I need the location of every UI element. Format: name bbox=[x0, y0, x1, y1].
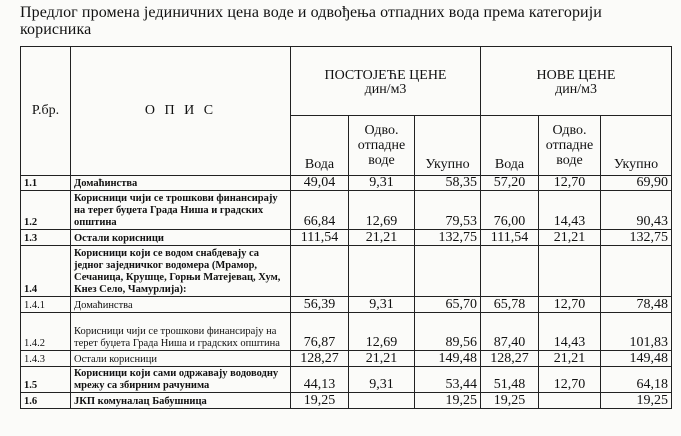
table-row bbox=[21, 367, 672, 393]
new-voda: 19,25 bbox=[481, 393, 539, 409]
new-voda: 51,48 bbox=[481, 367, 539, 393]
existing-ukupno: 65,70 bbox=[415, 297, 481, 313]
header-ukupno-1: Укупно bbox=[415, 116, 481, 176]
new-voda: 87,40 bbox=[481, 313, 539, 351]
row-number: 1.4.2 bbox=[21, 313, 71, 351]
new-ukupno: 101,83 bbox=[601, 313, 672, 351]
new-odvod: 12,70 bbox=[539, 367, 601, 393]
existing-odvod: 21,21 bbox=[349, 230, 415, 246]
header-voda-1: Вода bbox=[291, 116, 349, 176]
existing-voda: 44,13 bbox=[291, 367, 349, 393]
existing-voda: 19,25 bbox=[291, 393, 349, 409]
new-ukupno: 90,43 bbox=[601, 191, 672, 230]
new-odvod: 14,43 bbox=[539, 313, 601, 351]
existing-odvod: 9,31 bbox=[349, 367, 415, 393]
existing-voda: 66,84 bbox=[291, 191, 349, 230]
new-odvod bbox=[539, 246, 601, 297]
header-ukupno-2: Укупно bbox=[601, 116, 672, 176]
header-odvod-2: Одво. отпадне воде bbox=[539, 116, 601, 176]
row-number: 1.4.1 bbox=[21, 297, 71, 313]
new-ukupno: 19,25 bbox=[601, 393, 672, 409]
table-row bbox=[21, 393, 672, 409]
header-voda-2: Вода bbox=[481, 116, 539, 176]
existing-odvod bbox=[349, 246, 415, 297]
header-existing-unit: дин/м3 bbox=[364, 82, 407, 97]
existing-ukupno: 19,25 bbox=[415, 393, 481, 409]
new-ukupno: 78,48 bbox=[601, 297, 672, 313]
existing-odvod: 21,21 bbox=[349, 351, 415, 367]
page-title: Предлог промена јединичних цена воде и одвођења отпадних вода према категорији корисника bbox=[20, 4, 602, 38]
existing-ukupno: 89,56 bbox=[415, 313, 481, 351]
row-description: Остали корисници bbox=[71, 230, 291, 246]
header-opis: О П И С bbox=[71, 47, 291, 176]
header-rbr: Р.бр. bbox=[21, 47, 71, 176]
new-odvod bbox=[539, 393, 601, 409]
existing-odvod: 12,69 bbox=[349, 313, 415, 351]
new-odvod: 21,21 bbox=[539, 351, 601, 367]
existing-ukupno: 149,48 bbox=[415, 351, 481, 367]
new-odvod: 12,70 bbox=[539, 176, 601, 191]
row-description: Домаћинства bbox=[71, 297, 291, 313]
new-odvod: 12,70 bbox=[539, 297, 601, 313]
price-table bbox=[20, 46, 672, 409]
new-ukupno bbox=[601, 246, 672, 297]
existing-voda bbox=[291, 246, 349, 297]
row-description: Домаћинства bbox=[71, 176, 291, 191]
new-voda: 65,78 bbox=[481, 297, 539, 313]
existing-voda: 128,27 bbox=[291, 351, 349, 367]
header-existing-label: ПОСТОЈЕЋЕ ЦЕНЕ bbox=[324, 68, 447, 83]
header-new-unit: дин/м3 bbox=[555, 82, 597, 97]
row-number: 1.6 bbox=[21, 393, 71, 409]
row-description: ЈКП комуналац Бабушница bbox=[71, 393, 291, 409]
table-row bbox=[21, 297, 672, 313]
new-odvod: 14,43 bbox=[539, 191, 601, 230]
row-number: 1.3 bbox=[21, 230, 71, 246]
table-row bbox=[21, 313, 672, 351]
header-new-label: НОВЕ ЦЕНЕ bbox=[536, 68, 616, 83]
row-number: 1.2 bbox=[21, 191, 71, 230]
existing-odvod: 9,31 bbox=[349, 297, 415, 313]
table-row bbox=[21, 191, 672, 230]
row-description: Корисници чији се трошкови финансирају на терет буџета Града Ниша и градских општина bbox=[71, 191, 291, 230]
row-description: Остали корисници bbox=[71, 351, 291, 367]
existing-odvod bbox=[349, 393, 415, 409]
existing-odvod: 9,31 bbox=[349, 176, 415, 191]
existing-voda: 76,87 bbox=[291, 313, 349, 351]
existing-voda: 49,04 bbox=[291, 176, 349, 191]
row-number: 1.1 bbox=[21, 176, 71, 191]
existing-voda: 111,54 bbox=[291, 230, 349, 246]
existing-ukupno bbox=[415, 246, 481, 297]
new-odvod: 21,21 bbox=[539, 230, 601, 246]
header-odvod-1: Одво. отпадне воде bbox=[349, 116, 415, 176]
existing-ukupno: 132,75 bbox=[415, 230, 481, 246]
existing-ukupno: 79,53 bbox=[415, 191, 481, 230]
row-number: 1.5 bbox=[21, 367, 71, 393]
table-row bbox=[21, 246, 672, 297]
new-ukupno: 132,75 bbox=[601, 230, 672, 246]
row-description: Корисници који се водом снабдевају са једног заједничког водомера (Мрамор, Сечаница, Крушце, Горњи Матејевац, Хум, Кнез Село, Чамурлија): bbox=[71, 246, 291, 297]
existing-ukupno: 53,44 bbox=[415, 367, 481, 393]
new-ukupno: 149,48 bbox=[601, 351, 672, 367]
new-ukupno: 69,90 bbox=[601, 176, 672, 191]
header-new-prices bbox=[481, 47, 672, 116]
new-voda: 76,00 bbox=[481, 191, 539, 230]
new-voda: 128,27 bbox=[481, 351, 539, 367]
table-row bbox=[21, 230, 672, 246]
existing-odvod: 12,69 bbox=[349, 191, 415, 230]
row-description: Корисници чији се трошкови финансирају на терет буџета Града Ниша и градских општина bbox=[71, 313, 291, 351]
row-number: 1.4 bbox=[21, 246, 71, 297]
header-existing-prices bbox=[291, 47, 481, 116]
new-voda bbox=[481, 246, 539, 297]
existing-voda: 56,39 bbox=[291, 297, 349, 313]
new-voda: 111,54 bbox=[481, 230, 539, 246]
existing-ukupno: 58,35 bbox=[415, 176, 481, 191]
new-voda: 57,20 bbox=[481, 176, 539, 191]
row-description: Корисници који сами одржавају водоводну мрежу са збирним рачунима bbox=[71, 367, 291, 393]
table-row bbox=[21, 351, 672, 367]
row-number: 1.4.3 bbox=[21, 351, 71, 367]
table-row bbox=[21, 176, 672, 191]
new-ukupno: 64,18 bbox=[601, 367, 672, 393]
